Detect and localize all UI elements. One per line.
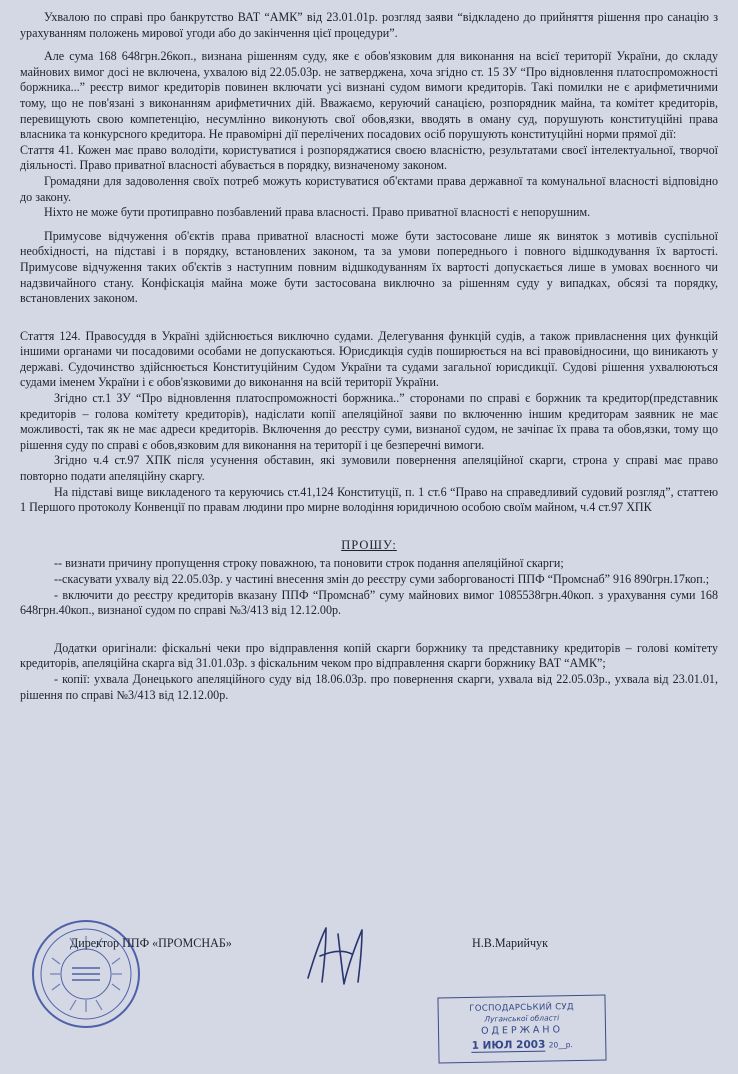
paragraph-claim-amount: Але сума 168 648грн.26коп., визнана рішенням суду, яке є обов'язковим для виконання на всієї території України, до складу майнових вимог досі не включена, ухвалою від 22.05.03р. не затверджена, хоча згідно ст. 15 ЗУ “Про відновлення платоспроможності боржника...” реєстр вимог кредиторів повинен включати усі визнані судом вимоги кредиторів. Такі помилки не є арифметичними тому, що не пов'язані з виконанням арифметичних дій. Вважаємо, керуючий санацією, розпорядник майна, та комітет кредиторів, перевищують свою компетенцію, несумлінно виконують свої обов,язки, вводять в оману суд, порушують конституційні права власника та конкурсного кредитора. Не правомірні дії перелічених посадових осіб порушують конституційні норми прямої дії: xyxy=(20,49,718,142)
attachments-originals: Додатки оригінали: фіскальні чеки про відправлення копій скарги боржнику та представнику кредиторів – голові комітету кредиторів, апеляційна скарга від 31.01.03р. з фіскальним чеком про відправлення скарги боржнику ВАТ “АМК”; xyxy=(20,640,718,671)
paragraph-grounds: На підставі вище викладеного та керуючись ст.41,124 Конституції, п. 1 ст.6 “Право на справедливий судовий розгляд”, статтею 1 Першого протоколу Конвенції по правам людини про мирне володіння юридичною особою своїм майном, ч.4 ст.97 ХПК xyxy=(20,484,718,515)
court-received-stamp xyxy=(437,995,606,1064)
request-item: - включити до реєстру кредиторів вказану ППФ “Промснаб” суму майнових вимог 1085538грн.40коп. з урахування суми 168 648грн.40коп., визнаної судом по справі №3/413 від 12.12.00р. xyxy=(20,587,718,618)
paragraph-hpk-97: Згідно ч.4 ст.97 ХПК після усунення обставин, які зумовили повернення апеляційної скарги, строна у справі має право повторно подати апеляційну скаргу. xyxy=(20,453,718,484)
stamp-region: Луганської області xyxy=(484,1013,560,1024)
request-item: --скасувати ухвалу від 22.05.03р. у частині внесення змін до реєстру суми заборгованості ППФ “Промснаб” 916 890грн.17коп.; xyxy=(54,572,710,586)
request-item: -- визнати причину пропущення строку поважною, та поновити строк подання апеляційної скарги; xyxy=(54,556,564,571)
document-body xyxy=(20,10,718,703)
paragraph-article-41: Стаття 41. Кожен має право володіти, користуватися і розпоряджатися своєю власністю, результатами своєї інтелектуальної, творчої діяльності. Право приватної власності абувається в порядку, визначеному законом. xyxy=(20,142,718,173)
stamp-date: 1 ИЮЛ 2003 xyxy=(471,1038,546,1052)
signatory-name: Н.В.Марийчук xyxy=(472,936,548,950)
paragraph-citizens-use: Громадяни для задоволення своїх потреб можуть користуватися об'єктами права державної та комунальної власності відповідно до закону. xyxy=(20,173,718,204)
attachments-copies: - копії: ухвала Донецького апеляційного суду від 18.06.03р. про повернення скарги, ухвала від 22.05.03р., ухвала від 23.01.01, рішення по справі №3/413 від 12.12.00р. xyxy=(20,671,718,702)
stamp-date-suffix: 20__р. xyxy=(548,1040,573,1050)
paragraph-no-deprivation: Ніхто не може бути протиправно позбавлений права власності. Право приватної власності є непорушним. xyxy=(44,205,591,220)
paragraph-forced-alienation: Примусове відчуження об'єктів права приватної власності може бути застосоване лише як виняток з мотивів суспільної необхідності, на підставі і в порядку, встановлених законом, та за умови попереднього і повного відшкодування їх вартості. Примусове відчуження таких об'єктів з наступним повним відшкодуванням їх вартості допускається лише в умовах воєнного чи надзвичайного стану. Конфіскація майна може бути застосована виключно за рішенням суду у випадках, обсязі та порядку, встановлених законом. xyxy=(20,228,718,306)
stamp-status: ОДЕРЖАНО xyxy=(480,1024,564,1037)
plea-heading: ПРОШУ: xyxy=(341,537,397,552)
stamp-court: ГОСПОДАРСЬКИЙ СУД xyxy=(469,1002,574,1014)
paragraph-article-124: Стаття 124. Правосуддя в Україні здійснюється виключно судами. Делегування функцій судів, а також привласнення цих функцій іншими органами чи посадовими особами не допускаються. Юрисдикція судів поширюється на всі правовідносини, що виникають у державі. Судочинство здійснюється Конституційним Судом України та судами загальної юрисдикції. Судові рішення ухвалюються судами іменем України і є обов'язковими до виконання на всій території України. xyxy=(20,328,718,390)
paragraph-ruling-context: Ухвалою по справі про банкрутство ВАТ “АМК” від 23.01.01р. розгляд заяви “відкладено до прийняття рішення про санацію з урахуванням положень мирової угоди або до закінчення цієї процедури”. xyxy=(20,10,718,40)
signatory-title: Директор ППФ «ПРОМСНАБ» xyxy=(70,936,232,950)
company-seal-icon xyxy=(30,918,142,1030)
paragraph-parties: Згідно ст.1 ЗУ “Про відновлення платоспроможності боржника..” сторонами по справі є боржник та кредитор(представник кредиторів – голова комітету кредиторів), надіслати копії апеляційної заяви по включенню іншим кредиторам заявник не має можливості, так як не має адреси кредиторів. Включення до реєстру суми, визнаної судом, не зачіпає їх права та обов,язки, тому що рішення суду по справі є обов,язковим для виконання на території і це безперечні вимоги. xyxy=(20,391,718,452)
stamp-date-line xyxy=(439,1038,605,1053)
handwritten-signature-icon xyxy=(300,922,380,992)
signature-line xyxy=(20,936,718,956)
